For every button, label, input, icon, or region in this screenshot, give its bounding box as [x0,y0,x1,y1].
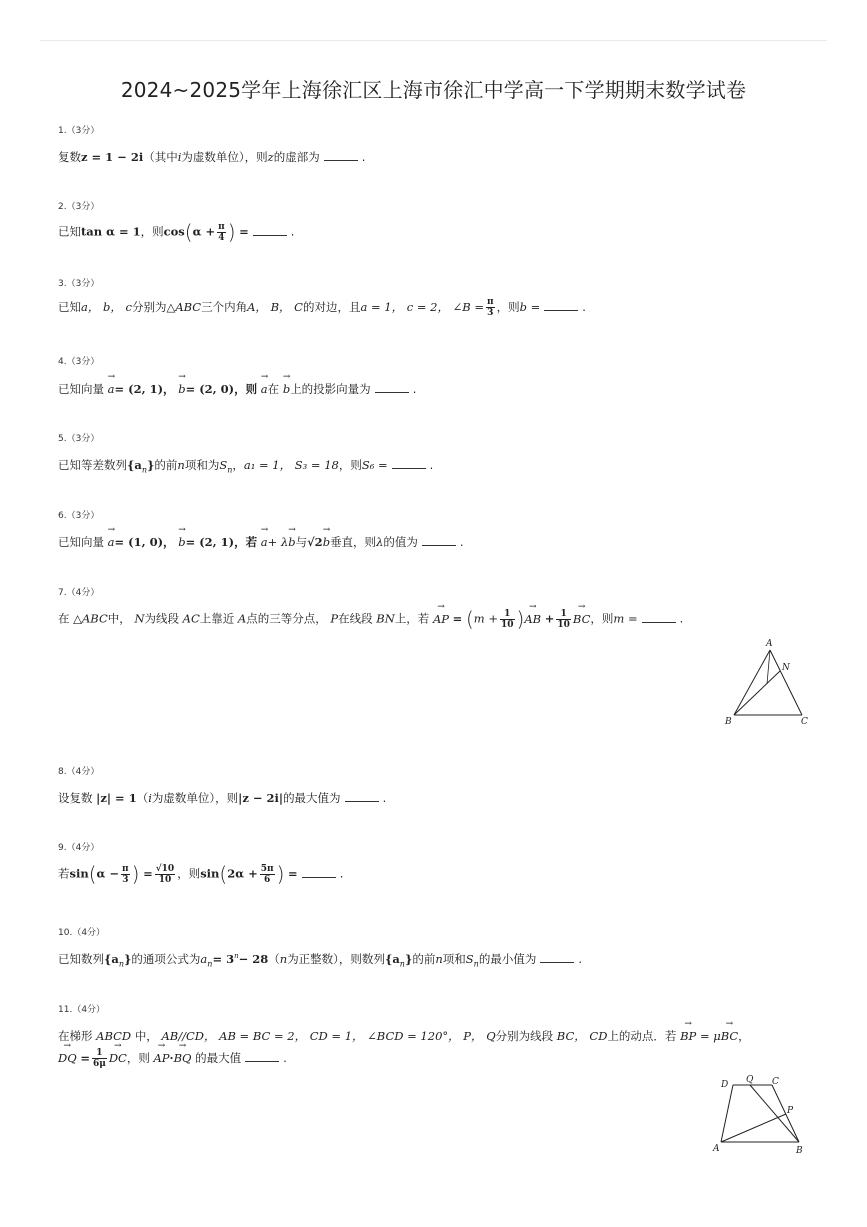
text: 上靠近 [199,611,235,626]
text: 点的三等分点， [246,611,327,626]
question-number: 7. [58,588,67,598]
vector: → b [178,382,185,396]
text: . [412,382,417,396]
text: 上的投影向量为 [290,382,371,396]
vector: → DQ [58,1051,77,1065]
text: 三个内角 [201,300,248,314]
question-8-text [58,790,386,806]
math: S₆ = [361,458,388,472]
text: 上，若 [394,611,430,626]
fraction: $\frac{1}{10}$ [557,608,570,630]
math: − 28 [238,952,269,966]
text: 上的动点．若 [607,1029,677,1043]
label-P: P [787,1106,794,1116]
math: sin [69,866,89,881]
text: 的对边，且 [302,300,361,314]
answer-blank [324,151,358,161]
math: a [200,952,208,966]
question-7-header [58,585,99,598]
question-score: （3分） [66,434,100,444]
math: = (2, 1)， [114,382,175,396]
math: {a [384,952,400,966]
text: 已知 [58,224,81,239]
text: 分别为线段 [495,1029,554,1043]
math: = [239,224,249,239]
text: ， [232,458,244,472]
text: 中， [107,611,131,626]
math: = μ [699,1029,721,1043]
answer-blank [345,792,379,802]
text: ，则 [177,866,201,881]
math: = (2, 1)，若 [185,535,258,549]
math: tan α = 1 [81,224,141,239]
question-3-header [58,276,99,289]
text: 的虚部为 [273,150,320,164]
question-3-text [58,297,586,318]
text: 设复数 [58,791,93,805]
answer-blank [392,459,426,469]
text: ，则 [126,1051,150,1065]
question-number: 9. [58,843,67,853]
answer-blank [642,613,676,623]
math: z [267,150,274,164]
question-4-header [58,354,99,367]
text: ，则 [590,611,614,626]
text: 为正整数），则数列 [287,952,385,966]
math: P， Q [463,1029,496,1043]
math: z = 1 − 2i [81,150,144,164]
text: 项和为 [184,458,220,472]
math: P [330,611,339,626]
math: = (2, 0)，则 [185,382,258,396]
label-D: D [721,1080,729,1090]
math: n [227,465,233,475]
math: sin [200,866,220,881]
vector: → a [108,382,115,396]
math: n [177,458,185,472]
text: 项和 [442,952,466,966]
label-B: B [725,717,732,727]
question-4-text [58,381,416,397]
question-9-header [58,840,99,853]
math: 2α + [227,866,258,881]
text: 的前 [154,458,178,472]
text: . [339,866,344,881]
math: = [288,866,298,881]
math: m + [473,611,498,626]
vector: → AP [154,1051,170,1065]
question-6-header [58,508,99,521]
text: . [382,791,387,805]
text: . [578,952,582,966]
question-1-text [58,149,365,165]
text: ，则 [338,458,362,472]
answer-blank [540,953,574,963]
question-2-header [58,199,99,212]
math: a = 1， c = 2， ∠B = [360,300,484,314]
question-number: 3. [58,279,67,289]
math: n [279,952,288,966]
math: n [207,959,213,969]
question-score: （3分） [66,511,100,521]
text: 已知向量 [58,535,104,549]
math: α − [96,866,120,881]
text: 若 [58,866,70,881]
math: {a [127,458,142,472]
text: ， [738,1029,750,1043]
question-score: （4分） [72,928,106,938]
math: a₁ = 1， S₃ = 18 [243,458,339,472]
trapezoid-figure-q11 [708,1070,808,1160]
math: n [473,959,479,969]
text: 的通项公式为 [131,952,201,966]
text: 已知向量 [58,382,104,396]
vector: → BC [721,1029,738,1043]
text: 的最大值 [195,1051,242,1065]
vector: → AB [524,612,541,626]
question-number: 11. [58,1005,73,1015]
math: i [148,791,152,805]
question-number: 5. [58,434,67,444]
question-number: 1. [58,126,67,136]
math: BC， CD [556,1029,608,1043]
math: = [80,1051,90,1065]
vector: → BQ [174,1051,192,1065]
text: 已知等差数列 [58,458,127,472]
vector: → BP [680,1029,696,1043]
text: 在 [267,382,280,396]
math: AB//CD， AB = BC = 2， CD = 1， ∠BCD = 120°， [161,1029,460,1043]
text: 已知数列 [58,952,104,966]
text: 的最大值为 [283,791,341,805]
fraction: $\frac{5\pi}{6}$ [260,863,274,885]
question-7-text: 在 △ABC中， N为线段 AC上靠近 A点的三等分点， P在线段 BN上，若 → AP = (m + $\frac{1}{10}$ )→ AB + $\frac{1}{10}$ → BC，则m = . [58,607,683,631]
answer-blank [422,536,456,546]
text: ，则 [496,300,520,314]
math: N [134,611,145,626]
text: 与 [295,535,308,549]
math: a， b， c [81,300,132,314]
vector: → BC [573,612,590,626]
text: 的最小值为 [478,952,537,966]
page-title: 2024~2025学年上海徐汇区上海市徐汇中学高一下学期期末数学试卷 [120,78,747,102]
fraction: $\frac{1}{10}$ [500,608,514,630]
text: 为虚数单位），则 [181,150,268,164]
vector: → AP [433,612,449,626]
vector: → b [323,535,330,549]
answer-blank [375,383,409,393]
vector: → b [283,382,290,396]
math: n [118,959,125,969]
question-score: （3分） [66,202,100,212]
text: 已知 [58,300,81,314]
question-1-header [58,123,99,136]
text: . [283,1051,287,1065]
math: △ABC [73,611,108,626]
vector: → a [261,382,268,396]
text: 为线段 [144,611,179,626]
math: {a [104,952,119,966]
question-score: （4分） [66,588,100,598]
math: = 3 [212,952,235,966]
math: n [234,952,239,961]
question-score: （3分） [66,126,100,136]
question-score: （4分） [72,1005,106,1015]
question-8-header [58,764,99,777]
math: BN [376,611,395,626]
fraction: $\frac{\pi}{4}$ [218,221,225,243]
text: 复数 [58,150,81,164]
math: b = [519,300,541,314]
question-5-text [58,457,433,474]
vector: → a [108,535,115,549]
math: A [237,611,247,626]
question-2-text: 已知tan α = 1，则cos(α + $\frac{\pi}{4}$ ) = . [58,220,295,244]
math: cos [163,224,185,239]
math: △ABC [166,300,202,314]
text: （ [136,791,149,805]
question-11-header [58,1002,105,1015]
label-B: B [796,1146,803,1156]
question-score: （3分） [66,279,100,289]
math: √2 [307,535,323,549]
text: . [582,300,586,314]
math: = [143,866,153,881]
math: m = [613,611,638,626]
answer-blank [302,868,336,878]
text: 分别为 [131,300,167,314]
vector: → DC [109,1051,127,1065]
question-score: （4分） [66,767,100,777]
question-5-header [58,431,99,444]
text: 的值为 [383,535,418,549]
math: } [147,458,155,472]
text: 在线段 [338,611,373,626]
math: n [141,465,148,475]
math: α + [192,224,216,239]
math: n [399,959,405,969]
answer-blank [253,226,287,236]
math: |z| = 1 [96,791,137,805]
text: 在梯形 [58,1029,93,1043]
math: = [452,611,463,626]
math: |z − 2i| [238,791,284,805]
text: . [290,224,295,239]
math: n [435,952,443,966]
vector: → b [288,535,295,549]
text: . [459,535,464,549]
math: S [219,458,228,472]
math: + [544,611,555,626]
math: } [124,952,132,966]
math: A， B， C [247,300,303,314]
answer-blank [245,1052,279,1062]
text: 中， [134,1029,158,1043]
text: . [679,611,684,626]
question-10-header [58,925,105,938]
question-number: 4. [58,357,67,367]
math: λ [376,535,384,549]
question-9-text: 若sin(α − $\frac{\pi}{3}$ ) = $\frac{√10}{10}$ ，则sin(2α + $\frac{5\pi}{6}$ ) = . [58,862,344,886]
math: } [404,952,413,966]
question-number: 8. [58,767,67,777]
math: S [465,952,474,966]
fraction: $\frac{\pi}{3}$ [122,863,129,885]
text: ，则 [140,224,164,239]
question-10-text [58,951,582,968]
question-score: （3分） [66,357,100,367]
math: + λ [267,535,289,549]
question-number: 10. [58,928,73,938]
fraction: $\frac{\pi}{3}$ [487,297,494,318]
question-6-text [58,534,464,550]
text: 为虚数单位），则 [151,791,239,805]
label-A: A [766,639,773,649]
label-N: N [782,663,790,673]
text: （其中 [143,150,178,164]
fraction: $\frac{1}{6\mu}$ [92,1048,106,1069]
math: = (1, 0)， [114,535,175,549]
question-11-text-line2 [58,1048,287,1069]
vector: → b [178,535,185,549]
text: （ [268,952,280,966]
vector: → a [261,535,268,549]
label-Q: Q [746,1075,754,1085]
math: · [169,1051,174,1065]
math: ABCD [96,1029,132,1043]
question-number: 2. [58,202,67,212]
answer-blank [544,301,578,311]
math: AC [182,611,200,626]
text: . [361,150,366,164]
label-C: C [772,1077,779,1087]
text: . [429,458,434,472]
question-score: （4分） [66,843,100,853]
triangle-figure-q7 [720,632,815,732]
question-number: 6. [58,511,67,521]
label-A: A [713,1144,720,1154]
text: 在 [58,611,70,626]
text: 的前 [412,952,436,966]
top-divider [40,40,827,41]
text: 垂直，则 [330,535,377,549]
math: i [177,150,182,164]
fraction: $\frac{√10}{10}$ [155,863,175,885]
label-C: C [801,717,808,727]
